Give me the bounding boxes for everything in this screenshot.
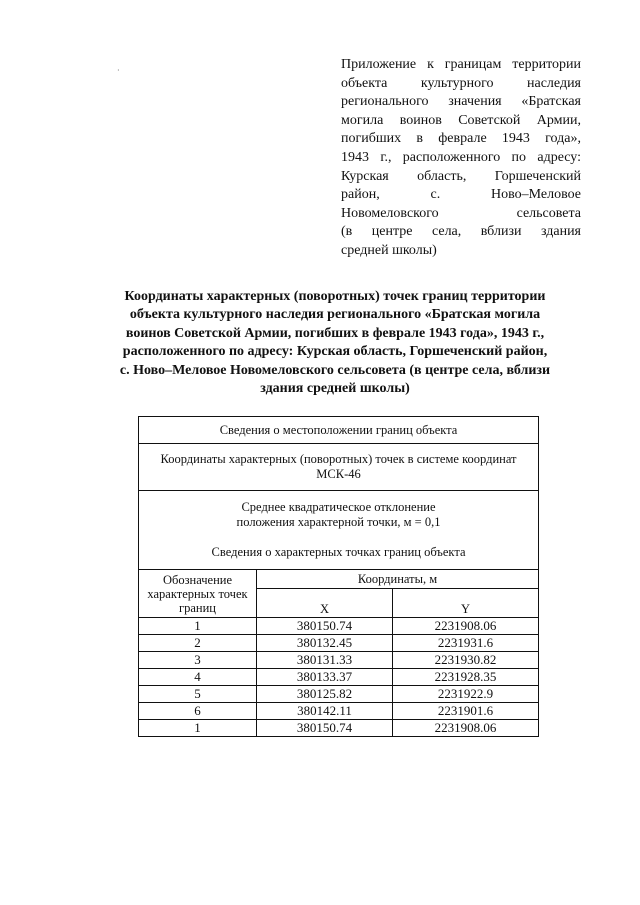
table-header-row: [139, 417, 539, 444]
title-line: объекта культурного наследия регионального «Братская могила: [129, 307, 541, 323]
appendix-line: (в центре села, вблизи здания: [341, 224, 581, 240]
appendix-line: Новомеловского сельсовета: [341, 205, 581, 221]
header-text: Сведения о характерных точках границ объекта: [211, 545, 466, 559]
point-x: 380150.74: [257, 720, 393, 737]
appendix-line: регионального значения «Братская: [341, 94, 581, 110]
point-id: 1: [139, 618, 257, 635]
header-text: границ: [179, 600, 216, 615]
appendix-line: Курская область, Горшеченский: [341, 168, 581, 184]
appendix-line: 1943 г., расположенного по адресу:: [341, 149, 581, 165]
point-x: 380132.45: [257, 635, 393, 652]
point-y: 2231928.35: [393, 669, 539, 686]
accuracy-header: [139, 491, 539, 570]
point-y: 2231930.82: [393, 652, 539, 669]
point-id: 6: [139, 703, 257, 720]
location-info-header: Сведения о местоположении границ объекта: [139, 417, 539, 444]
table-row: [139, 669, 539, 686]
coordinate-system-header: [139, 444, 539, 491]
point-y: 2231908.06: [393, 720, 539, 737]
scan-speck: ·: [117, 66, 120, 75]
y-column-header: Y: [393, 589, 539, 618]
appendix-line: объекта культурного наследия: [341, 75, 581, 91]
appendix-line: Приложение к границам территории: [341, 57, 581, 72]
point-y: 2231901.6: [393, 703, 539, 720]
table-row: [139, 652, 539, 669]
appendix-note: [341, 56, 581, 261]
point-x: 380150.74: [257, 618, 393, 635]
table-row: [139, 720, 539, 737]
header-text: Координаты характерных (поворотных) точек в системе координат: [160, 452, 517, 466]
table-header-row: [139, 444, 539, 491]
point-x: 380131.33: [257, 652, 393, 669]
coordinates-table: [138, 416, 539, 737]
header-text: Среднее квадратическое отклонение: [241, 500, 436, 514]
point-id: 1: [139, 720, 257, 737]
point-y: 2231931.6: [393, 635, 539, 652]
coordinates-column-header: Координаты, м: [257, 570, 539, 589]
document-title: [95, 288, 575, 398]
header-text: МСК-46: [316, 467, 361, 481]
title-line: с. Ново–Меловое Новомеловского сельсовета (в центре села, вблизи: [119, 362, 551, 378]
appendix-line: средней школы): [341, 242, 437, 258]
point-id: 4: [139, 669, 257, 686]
point-id: 3: [139, 652, 257, 669]
point-x: 380142.11: [257, 703, 393, 720]
point-y: 2231922.9: [393, 686, 539, 703]
x-column-header: X: [257, 589, 393, 618]
table-row: [139, 686, 539, 703]
point-id: 5: [139, 686, 257, 703]
table-row: [139, 703, 539, 720]
table-row: [139, 635, 539, 652]
title-line: расположенного по адресу: Курская область, Горшеченский район,: [122, 344, 548, 360]
table-header-row: [139, 570, 539, 589]
header-text: положения характерной точки, м = 0,1: [236, 515, 441, 529]
point-x: 380125.82: [257, 686, 393, 703]
header-text: характерных точек: [147, 586, 248, 601]
header-text: Обозначение: [162, 572, 233, 587]
title-line: здания средней школы): [260, 381, 410, 397]
point-id: 2: [139, 635, 257, 652]
appendix-line: погибших в феврале 1943 года»,: [341, 131, 581, 147]
point-y: 2231908.06: [393, 618, 539, 635]
point-name-column-header: [139, 570, 257, 618]
table-row: [139, 618, 539, 635]
table-header-row: [139, 491, 539, 570]
point-x: 380133.37: [257, 669, 393, 686]
appendix-line: могила воинов Советской Армии,: [341, 112, 581, 128]
appendix-line: район, с. Ново–Меловое: [341, 187, 581, 203]
title-line: Координаты характерных (поворотных) точек границ территории: [124, 289, 546, 304]
title-line: воинов Советской Армии, погибших в феврале 1943 года», 1943 г.,: [125, 325, 545, 341]
